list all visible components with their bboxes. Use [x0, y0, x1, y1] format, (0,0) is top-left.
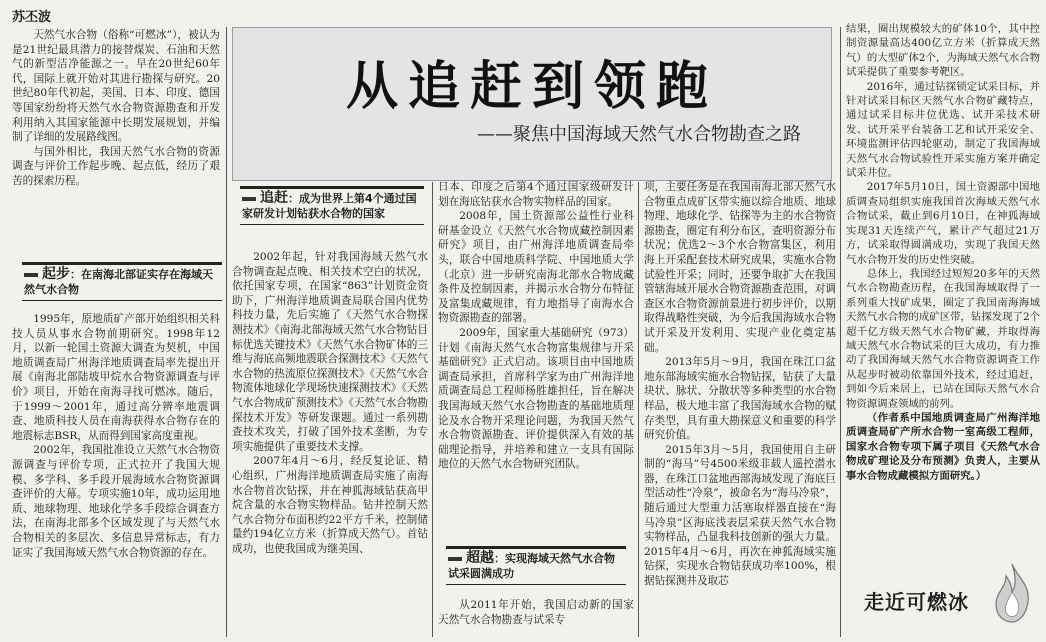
paragraph: 2016年，通过钻探锁定试采目标，并针对试采目标区天然气水合物矿藏特点，通过试采目标井位优选、试开采技术研发、试开采平台装备工艺和试开采安全、环境监测评估四轮驱动，制定了我国海域天然气水合物试验性开采实施方案并确定试采井位。 — [846, 80, 1040, 180]
paragraph: 项，主要任务是在我国南海北部天然气水合物重点成矿区带实施以综合地质、地球物理、地球化学、钻探等为主的水合物资源勘查，圈定有利分布区，查明资源分布状况；优选2～3个水合物富集区，利用海上开采配套技术研究成果，实施水合物试验性开采；同时，还要争取扩大在我国管辖海域开展水合物资源勘查范围，对调查区水合物资源前景进行初步评价，以期取得战略性突破，为今后我国海域水合物试开采及开发利用、实现产业化奠定基础。 — [644, 181, 836, 354]
paragraph: 2013年5月～9月，我国在珠江口盆地东部海域实施水合物钻探，钻获了大量块状、脉状、分散状等多种类型的水合物样品，极大地丰富了我国海域水合物的赋存类型，具有重大勘探意义和重要的科学研究价值。 — [644, 356, 836, 442]
paragraph: 2007年4月～6月，经反复论证、精心组织，广州海洋地质调查局实施了南海水合物首次钻探，并在神狐海域钻获高甲烷含量的水合物实物样品。钻井控制天然气水合物分布面积约22平方千米，控制储量约194亿立方米（折算成天然气）。首钻成功，也使我国成为继美国、 — [232, 455, 428, 555]
paragraph: 结果，圈出规模较大的矿体10个，其中控制资源量高达400亿立方米（折算成天然气）的大型矿体2个，为海域天然气水合物试采提供了重要参考靶区。 — [846, 23, 1040, 79]
column-4 — [644, 180, 836, 589]
column-3 — [438, 180, 634, 472]
subheadline: ——聚焦中国海域天然气水合物勘查之路 — [477, 124, 801, 145]
headline-box — [232, 27, 832, 181]
section-marker-icon — [242, 197, 256, 201]
paragraph: 2017年5月10日，国土资源部中国地质调查局组织实施我国首次海域天然气水合物试采，截止到6月10日，在神狐海域实现31天连续产气，累计产气超过21万方，试采取得圆满成功，实现了我国天然气水合物开发的历史性突破。 — [846, 181, 1040, 266]
intro-column — [12, 28, 220, 189]
paragraph: 2008年，国土资源部公益性行业科研基金设立《天然气水合物成藏控制因素研究》项目，由广州海洋地质调查局牵头，联合中国地质科学院、中国地质大学（北京）进一步研究南海北部水合物成藏条件及控制因素，并揭示水合物分布特征及富集成藏规律，有力地指导了南海水合物资源勘查的部署。 — [438, 210, 634, 325]
paragraph: 日本、印度之后第4个通过国家级研发计划在海底钻获水合物实物样品的国家。 — [438, 181, 634, 208]
section-marker-icon — [24, 273, 38, 277]
paragraph: 2002年起，针对我国海域天然气水合物调查起点晚、相关技术空白的状况，依托国家专项，在国家“863”计划资金资助下，广州海洋地质调查局联合国内优势科技力量，先后实施了《天然气水合物探测技术》《南海北部海域天然气水合物钻目标优选关键技术》《天然气水合物矿体的三维与海底高频地震联合探测技术》《天然气水合物的热流原位探测技术》《天然气水合物流体地球化学现场快速探测技术》《天然气水合物成矿预测技术》《天然气水合物勘探技术开发》等研发课题。通过一系列勘查技术攻关，打破了国外技术垄断，为专项实施提供了重要技术支撑。 — [232, 251, 428, 453]
paragraph: 与国外相比，我国天然气水合物的资源调查与评价工作起步晚、起点低，经历了艰苦的探索历程。 — [12, 145, 220, 187]
section-marker-icon — [448, 557, 462, 561]
paragraph: 2015年3月～5月，我国使用自主研制的“海马”号4500米级非载人遥控潜水器，在珠江口盆地西部海域发现了海底巨型活动性“冷泉”，被命名为“海马冷泉”，随后通过大型重力活塞取样器直接在“海马冷泉”区海底浅表层采获天然气水合物实物样品，凸显我科技创新的强大力量。2015年4月～6月，再次在神狐海域实施钻探，实现水合物钻获成功率100%，根据钻探测井及取芯 — [644, 443, 836, 588]
column-1 — [12, 312, 220, 560]
paragraph: 天然气水合物（俗称“可燃冰”），被认为是21世纪最具潜力的接替煤炭、石油和天然气的新型洁净能源之一。早在20世纪60年代，国际上就开始对其进行勘探与研究。20世纪80年代初起，美国、日本、印度、德国等国家纷纷将天然气水合物资源勘查和开发利用纳入其国家能源中长期发展规划，并编制了详细的发展路线图。 — [12, 29, 220, 144]
author-bio: （作者系中国地质调查局广州海洋地质调查局矿产所水合物一室高级工程师，国家水合物专项下属子项目《天然气水合物成矿理论及分布预测》负责人，主要从事水合物成藏模拟方面研究。） — [846, 411, 1040, 482]
column-logo-text: 走近可燃冰 — [864, 590, 969, 614]
section-header-surpass: 超越：实现海域天然气水合物试采圆满成功 — [446, 546, 626, 585]
column-divider — [638, 182, 639, 637]
column-2 — [232, 250, 428, 556]
flame-icon — [988, 562, 1036, 624]
paragraph: 1995年，原地质矿产部开始组织相关科技人员从事水合物前期研究。1998年12月，以新一轮国土资源大调查为契机，中国地质调查局广州海洋地质调查局率先提出开展《南海北部陆坡甲烷水合物资源调查与评价》项目，开始在南海寻找可燃冰。随后，于1999～2001年，通过高分辨率地震调查、地质科技人员在南海获得水合物存在的地震标志BSR，从而得到国家高度重视。 — [12, 313, 220, 442]
column-5 — [846, 22, 1040, 483]
headline: 从追赶到领跑 — [345, 57, 718, 117]
column-divider — [432, 182, 433, 637]
paragraph: 从2011年开始，我国启动新的国家天然气水合物勘查与试采专 — [438, 599, 634, 626]
section-header-catchup: 追赶：成为世界上第4个通过国家研发计划钻获水合物的国家 — [240, 186, 424, 225]
column-logo — [858, 560, 1040, 628]
paragraph: 2002年，我国批准设立天然气水合物资源调查与评价专项，正式拉开了我国大规模、多学科、多手段开展海域水合物资源调查评价的大幕。专项实施10年，成功运用地质、地球物理、地球化学多手段综合调查方法，在南海北部多个区域发现了与天然气水合物相关的多层次、多信息异常标志，有力证实了我国海域天然气水合物资源的存在。 — [12, 444, 220, 559]
section-header-start: 起步：在南海北部证实存在海域天然气水合物 — [22, 262, 222, 301]
paragraph: 2009年，国家重大基础研究（973）计划《南海天然气水合物富集规律与开采基础研究》正式启动。该项目由中国地质调查局承担，首席科学家为由广州海洋地质调查局总工程师杨胜雄担任，旨在解决我国海域天然气水合物勘查的基础地质理论及水合物开采理论问题，为我国天然气水合物资源勘查、评价提供深入有效的基础理论指导，并培养和建立一支具有国际地位的天然气水合物研究团队。 — [438, 326, 634, 471]
column-divider — [840, 27, 841, 637]
paragraph: 总体上，我国经过短短20多年的天然气水合物勘查历程，在我国海域取得了一系列重大找矿成果，圈定了我国南海海域天然气水合物的成矿区带，钻探发现了2个超千亿方级天然气水合物矿藏，并取得海域天然气水合物试采的巨大成功，有力推动了我国海域天然气水合物资源调查工作从起步时被动依靠国外技术，经过追赶，到如今后来居上，已站在国际天然气水合物资源调查领域的前列。 — [846, 267, 1040, 410]
column-3-continued — [438, 598, 634, 627]
author-name: 苏丕波 — [12, 10, 52, 25]
column-divider — [226, 27, 227, 637]
